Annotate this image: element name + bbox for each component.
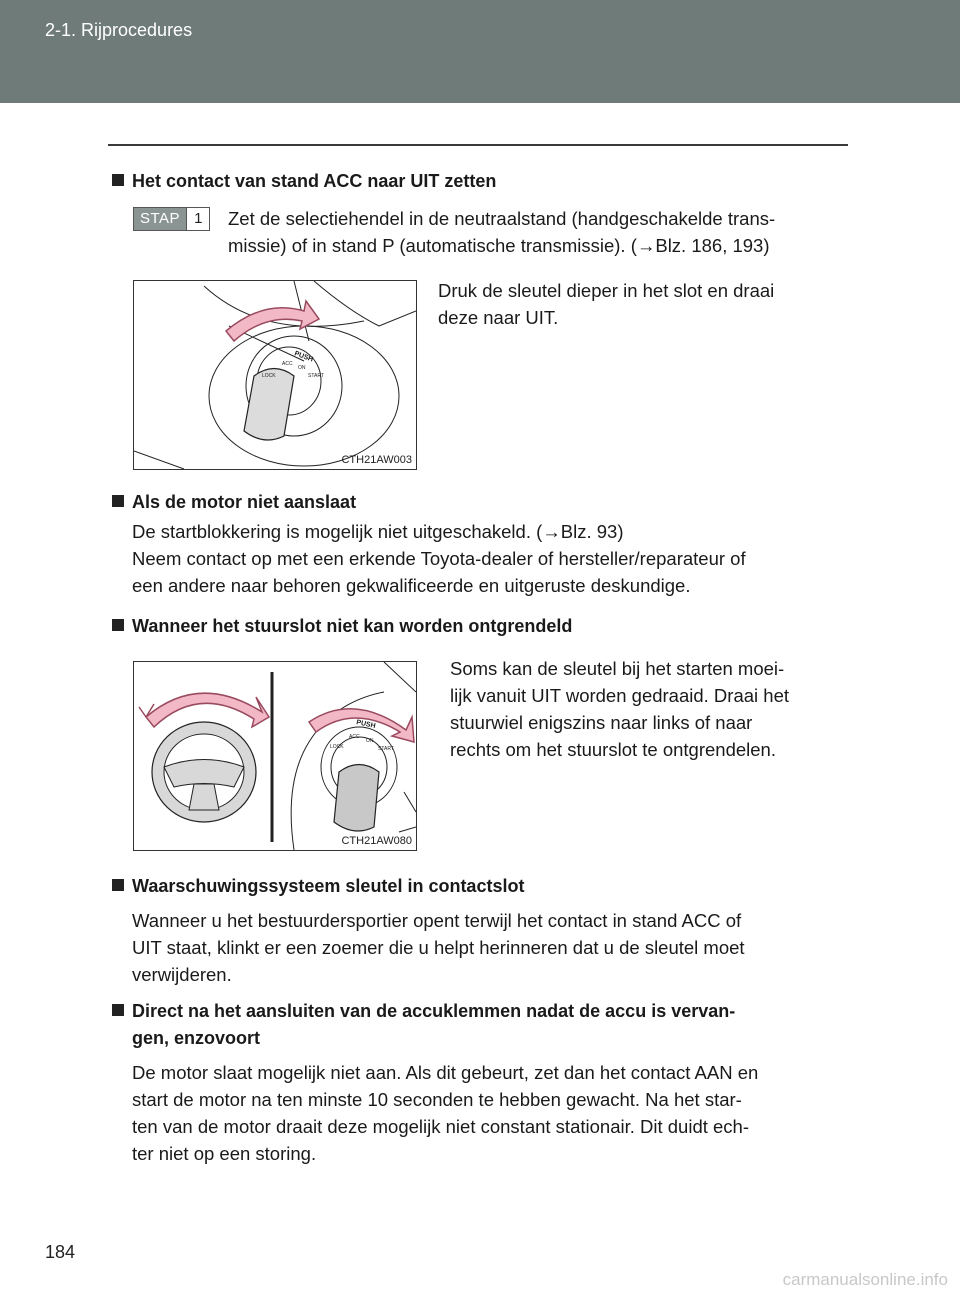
heading-steering-lock: Wanneer het stuurslot niet kan worden ontgrendeld (112, 613, 572, 640)
bullet-square-icon (112, 174, 124, 186)
on-label: ON (366, 738, 374, 744)
section-title: 2-1. Rijprocedures (45, 20, 193, 40)
step-1-badge: STAP 1 (133, 207, 210, 231)
no-start-text: De startblokkering is mogelijk niet uitgeschakeld. (→Blz. 93) Neem contact op met een erkende Toyota-dealer of hersteller/reparateur of een andere naar behoren gekwalificeerde en uitgeruste deskundige. (132, 521, 746, 596)
heading-no-start: Als de motor niet aanslaat (112, 489, 356, 516)
key-warning-text: Wanneer u het bestuurdersportier opent terwijl het contact in stand ACC of UIT staat, klinkt er een zoemer die u helpt herinneren dat u de sleutel moet verwijderen. (132, 910, 745, 985)
bullet-square-icon (112, 879, 124, 891)
on-label: ON (298, 365, 306, 371)
ignition-key-illustration (134, 281, 416, 469)
steering-wheel-illustration (134, 662, 416, 850)
figure-steering-wheel (133, 661, 417, 851)
heading-battery: Direct na het aansluiten van de accuklemmen nadat de accu is vervan- gen, enzovoort (112, 998, 842, 1052)
start-label: START (308, 373, 324, 379)
start-label: START (378, 746, 394, 752)
figure-code: CTH21AW080 (341, 835, 412, 847)
acc-label: ACC (282, 361, 293, 367)
lock-label: LOCK (330, 744, 344, 750)
push-label: PUSH (293, 350, 314, 364)
watermark: carmanualsonline.info (782, 1270, 948, 1289)
step-1-text: Zet de selectiehendel in de neutraalstand (handgeschakelde trans- missie) of in stand P (automatische transmissie). (→Blz. 186, 193) (228, 208, 776, 256)
steering-lock-text: Soms kan de sleutel bij het starten moei- lijk vanuit UIT worden gedraaid. Draai het stuurwiel enigszins naar links of naar rechts om het stuurslot te ontgrendelen. (450, 658, 789, 760)
page-number: 184 (45, 1242, 76, 1262)
push-label: PUSH (355, 719, 377, 731)
heading-key-warning: Waarschuwingssysteem sleutel in contactslot (112, 873, 524, 900)
figure-ignition-key (133, 280, 417, 470)
page-header (0, 0, 960, 103)
bullet-square-icon (112, 495, 124, 507)
figure-code: CTH21AW003 (341, 454, 412, 466)
battery-text: De motor slaat mogelijk niet aan. Als dit gebeurt, zet dan het contact AAN en start de motor na ten minste 10 seconden te hebben gewacht. Na het star- ten van de motor draait deze mogelijk niet constant stationair. Dit duidt ech- ter niet op een storing. (132, 1062, 759, 1164)
bullet-square-icon (112, 1004, 124, 1016)
header-rule (108, 144, 848, 146)
heading-acc-off: Het contact van stand ACC naar UIT zetten (112, 168, 496, 195)
acc-label: ACC (349, 734, 360, 740)
bullet-square-icon (112, 619, 124, 631)
step-2-text: Druk de sleutel dieper in het slot en draai deze naar UIT. (438, 280, 775, 328)
lock-label: LOCK (262, 373, 276, 379)
